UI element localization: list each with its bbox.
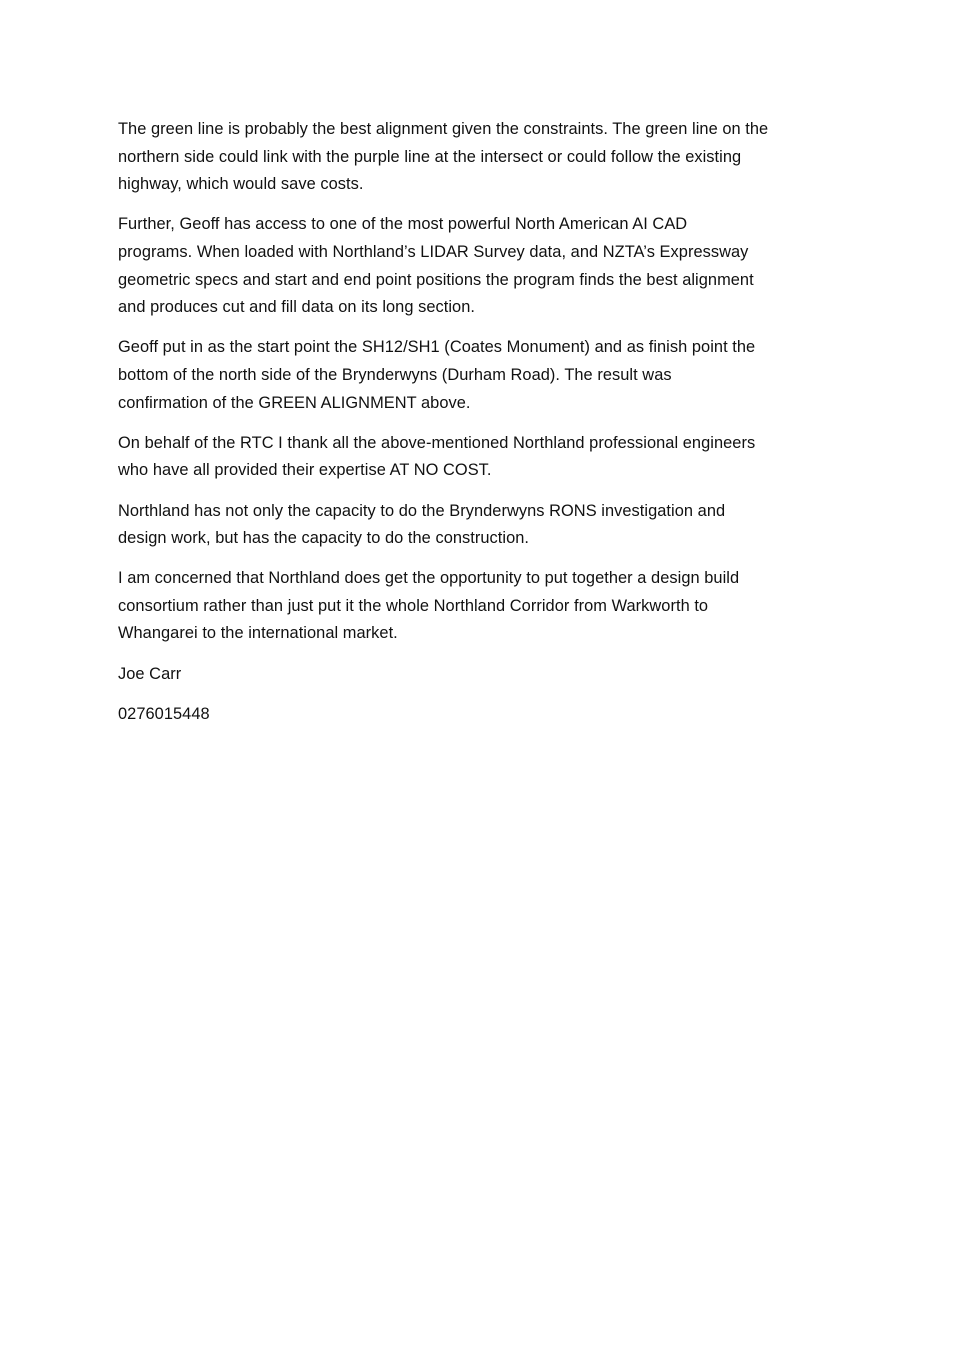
signature-name: Joe Carr xyxy=(118,664,182,683)
paragraph-thanks-engineers: On behalf of the RTC I thank all the above-mentioned Northland professional engineers who have all provided their expertise AT NO COST. xyxy=(118,433,756,480)
signature-phone: 0276015448 xyxy=(118,704,210,723)
paragraph-northland-capacity: Northland has not only the capacity to do the Brynderwyns RONS investigation and design work, but has the capacity to do the construction. xyxy=(118,501,726,548)
paragraph-ai-cad-program: Further, Geoff has access to one of the most powerful North American AI CAD programs. When loaded with Northland’s LIDAR Survey data, and NZTA’s Expressway geometric specs and start and end point positions the program finds the best alignment and produces cut and fill data on its long section. xyxy=(118,215,754,317)
paragraph-start-finish-points: Geoff put in as the start point the SH12/SH1 (Coates Monument) and as finish point the bottom of the north side of the Brynderwyns (Durham Road). The result was confirmation of the GREEN ALIGNMENT above. xyxy=(118,338,756,412)
paragraph-green-alignment: The green line is probably the best alignment given the constraints. The green line on the northern side could link with the purple line at the intersect or could follow the existing highway, which would save costs. xyxy=(118,120,769,194)
document-body xyxy=(118,116,858,741)
paragraph-concern-design-build: I am concerned that Northland does get the opportunity to put together a design build consortium rather than just put it the whole Northland Corridor from Warkworth to Whangarei to the international market. xyxy=(118,569,740,643)
